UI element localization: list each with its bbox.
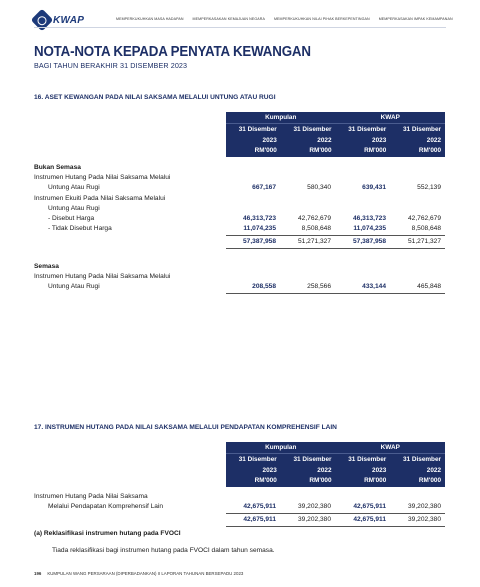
- cell-value: 11,074,235: [243, 225, 276, 232]
- row-label: Instrumen Hutang Pada Nilai Saksama Melalui: [34, 273, 171, 280]
- divider: [226, 513, 445, 514]
- table-row: [34, 173, 446, 183]
- group-header-kwap: KWAP: [380, 114, 400, 121]
- nav-item[interactable]: MEMPERKUKUHKAN NILAI PIHAK BERKEPENTINGAN: [273, 17, 370, 21]
- cell-value: 46,313,723: [352, 215, 386, 222]
- divider: [226, 235, 445, 236]
- cell-value: 42,762,679: [297, 215, 331, 222]
- column-header: 31 Disember 2022 RM'000: [402, 456, 441, 484]
- row-label: Untung Atau Rugi: [48, 283, 100, 290]
- column-header: 31 Disember 2023 RM'000: [348, 456, 387, 484]
- table-row: [34, 272, 446, 282]
- cell-value: 42,762,679: [407, 215, 441, 222]
- table-17-header: [226, 442, 445, 487]
- cell-value: 39,202,380: [297, 516, 331, 523]
- table-row: [34, 515, 446, 525]
- column-header: 31 Disember 2022 RM'000: [402, 126, 441, 154]
- divider: [226, 526, 445, 527]
- cell-value: 42,675,911: [353, 516, 386, 523]
- header-divider: [34, 27, 446, 28]
- table-16-header: [226, 112, 445, 157]
- logo-text: KWAP: [53, 14, 85, 26]
- cell-value: 39,202,380: [407, 516, 441, 523]
- column-header: 31 Disember 2022 RM'000: [293, 456, 332, 484]
- subsection-text: Tiada reklasifikasi bagi instrumen hutang pada FVOCI dalam tahun semasa.: [52, 547, 275, 554]
- column-header: 31 Disember 2023 RM'000: [238, 456, 277, 484]
- cell-value: 667,167: [252, 184, 276, 191]
- cell-value: 57,387,958: [352, 238, 386, 245]
- cell-value: 11,074,235: [353, 225, 386, 232]
- top-navigation: [116, 17, 453, 21]
- nav-item[interactable]: MEMPERKUKUHKAN MASA HADAPAN: [116, 17, 184, 21]
- cell-value: 39,202,380: [297, 503, 331, 510]
- column-header: 31 Disember 2022 RM'000: [293, 126, 332, 154]
- cell-value: 42,675,911: [243, 516, 276, 523]
- page-title: NOTA-NOTA KEPADA PENYATA KEWANGAN: [34, 44, 311, 60]
- cell-value: 258,566: [307, 283, 331, 290]
- table-row: [34, 502, 446, 512]
- page-number: 196: [34, 571, 42, 576]
- group-header-kwap: KWAP: [380, 444, 400, 451]
- cell-value: 51,271,327: [297, 238, 331, 245]
- cell-value: 57,387,958: [242, 238, 276, 245]
- group-header-kumpulan: Kumpulan: [265, 444, 297, 451]
- cell-value: 46,313,723: [242, 215, 276, 222]
- cell-value: 580,340: [307, 184, 331, 191]
- table-row: [34, 224, 446, 234]
- table-row: [34, 282, 446, 292]
- table-row: [34, 204, 446, 214]
- column-header: 31 Disember 2023 RM'000: [238, 126, 277, 154]
- table-row: [34, 492, 446, 502]
- row-label: Instrumen Hutang Pada Nilai Saksama: [34, 493, 148, 500]
- table-row: [34, 194, 446, 204]
- section-16-heading: 16. ASET KEWANGAN PADA NILAI SAKSAMA MELALUI UNTUNG ATAU RUGI: [34, 94, 276, 101]
- cell-value: 39,202,380: [407, 503, 441, 510]
- divider: [226, 248, 445, 249]
- page-subtitle: BAGI TAHUN BERAKHIR 31 DISEMBER 2023: [34, 61, 188, 70]
- row-label: Untung Atau Rugi: [48, 205, 100, 212]
- kwap-logo: [34, 12, 84, 28]
- table-row: [34, 214, 446, 224]
- cell-value: 42,675,911: [353, 503, 386, 510]
- subsection-heading: (a) Reklasifikasi instrumen hutang pada FVOCI: [34, 530, 181, 537]
- group-header-kumpulan: Kumpulan: [265, 114, 297, 121]
- divider: [226, 293, 445, 294]
- row-label: Melalui Pendapatan Komprehensif Lain: [48, 503, 164, 510]
- footer-text: KUMPULAN WANG PERSARAAN (DIPERBADANKAN) II LAPORAN TAHUNAN BERSEPADU 2023: [47, 571, 244, 576]
- table-row: [34, 183, 446, 193]
- cell-value: 433,144: [362, 283, 386, 290]
- row-label: - Disebut Harga: [48, 215, 95, 222]
- row-label: Instrumen Ekuiti Pada Nilai Saksama Melalui: [34, 195, 166, 202]
- row-label: Semasa: [34, 263, 59, 270]
- table-row: [34, 163, 446, 173]
- cell-value: 8,508,648: [301, 225, 331, 232]
- cell-value: 51,271,327: [407, 238, 441, 245]
- cell-value: 42,675,911: [243, 503, 276, 510]
- cell-value: 8,508,648: [411, 225, 441, 232]
- row-label: Bukan Semasa: [34, 164, 81, 171]
- row-label: - Tidak Disebut Harga: [48, 225, 112, 232]
- column-header: 31 Disember 2023 RM'000: [348, 126, 387, 154]
- page-footer: [34, 571, 243, 576]
- cell-value: 639,431: [362, 184, 386, 191]
- nav-item[interactable]: MEMPERKASAKAN IMPAK KEMAMPANAN: [378, 17, 453, 21]
- table-row: [34, 262, 446, 272]
- row-label: Instrumen Hutang Pada Nilai Saksama Melalui: [34, 174, 171, 181]
- cell-value: 552,139: [417, 184, 441, 191]
- table-row: [34, 237, 446, 247]
- row-label: Untung Atau Rugi: [48, 184, 100, 191]
- section-17-heading: 17. INSTRUMEN HUTANG PADA NILAI SAKSAMA MELALUI PENDAPATAN KOMPREHENSIF LAIN: [34, 424, 337, 431]
- cell-value: 465,848: [417, 283, 441, 290]
- cell-value: 208,558: [252, 283, 276, 290]
- nav-item[interactable]: MEMPERKASAKAN KEMAJUAN NEGARA: [192, 17, 265, 21]
